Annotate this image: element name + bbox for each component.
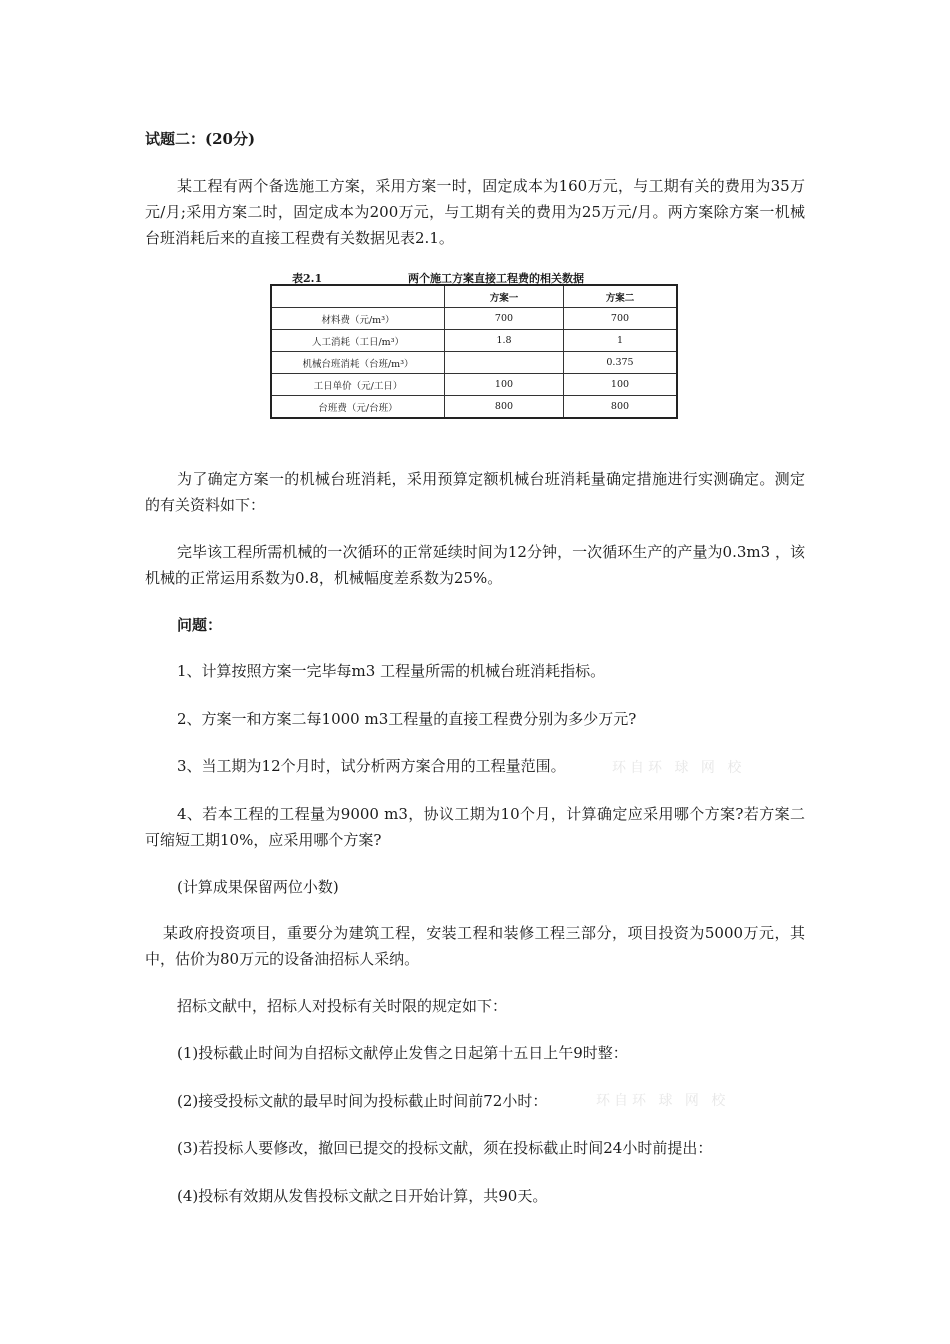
rule-3: (3)若投标人要修改，撤回已提交的投标文献，须在投标截止时间24小时前提出： [177, 1139, 713, 1157]
question-4: 4、若本工程的工程量为9000 m3，协议工期为10个月，计算确定应采用哪个方案?若方案二可缩短工期10%，应采用哪个方案? [145, 805, 805, 849]
row-label: 台班费（元/台班） [271, 396, 445, 419]
rule-1: (1)投标截止时间为自招标文献停止发售之日起第十五日上午9时整： [177, 1044, 628, 1062]
table-number: 表2.1 [292, 272, 323, 285]
question-1: 1、计算按照方案一完毕每m3 工程量所需的机械台班消耗指标。 [177, 662, 606, 680]
row-label: 工日单价（元/工日） [271, 374, 445, 396]
row-label: 人工消耗（工日/m³） [271, 330, 445, 352]
cell-plan1 [445, 352, 564, 374]
project-paragraph: 某政府投资项目，重要分为建筑工程，安装工程和装修工程三部分，项目投资为5000万元，其中，估价为80万元的设备油招标人采纳。 [145, 924, 805, 968]
table-header-row [271, 285, 677, 308]
question-heading: 试题二：(20分) [145, 130, 256, 148]
measurement-paragraph: 为了确定方案一的机械台班消耗，采用预算定额机械台班消耗量确定措施进行实测确定。测定的有关资料如下： [145, 470, 805, 514]
rounding-note: (计算成果保留两位小数) [177, 878, 339, 896]
watermark: 环自环 球 网 校 [596, 1093, 730, 1109]
cell-plan2: 1 [564, 330, 678, 352]
cell-plan1: 100 [445, 374, 564, 396]
intro-paragraph: 某工程有两个备选施工方案，采用方案一时，固定成本为160万元，与工期有关的费用为35万元/月;采用方案二时，固定成本为200万元，与工期有关的费用为25万元/月。两方案除方案一机械台班消耗后来的直接工程费有关数据见表2.1。 [145, 177, 805, 247]
table-header-cell [271, 285, 445, 308]
rule-2: (2)接受投标文献的最早时间为投标截止时间前72小时： [177, 1092, 548, 1110]
table-row [271, 374, 677, 396]
table-row [271, 308, 677, 330]
table-title: 两个施工方案直接工程费的相关数据 [408, 272, 584, 285]
cost-data-table [270, 284, 678, 419]
table-header-cell: 方案二 [564, 285, 678, 308]
cell-plan1: 700 [445, 308, 564, 330]
question-3: 3、当工期为12个月时，试分析两方案合用的工程量范围。 [177, 757, 566, 775]
table-row [271, 352, 677, 374]
table-row [271, 330, 677, 352]
cell-plan2: 700 [564, 308, 678, 330]
question-2: 2、方案一和方案二每1000 m3工程量的直接工程费分别为多少万元? [177, 710, 637, 728]
watermark: 环自环 球 网 校 [612, 760, 746, 776]
cell-plan2: 100 [564, 374, 678, 396]
table-header-cell: 方案一 [445, 285, 564, 308]
cell-plan2: 800 [564, 396, 678, 419]
cell-plan1: 800 [445, 396, 564, 419]
row-label: 材料费（元/m³） [271, 308, 445, 330]
row-label: 机械台班消耗（台班/m³） [271, 352, 445, 374]
table-row [271, 396, 677, 419]
tender-rules-intro: 招标文献中，招标人对投标有关时限的规定如下： [177, 997, 508, 1015]
cell-plan2: 0.375 [564, 352, 678, 374]
rule-4: (4)投标有效期从发售投标文献之日开始计算，共90天。 [177, 1187, 548, 1205]
cell-plan1: 1.8 [445, 330, 564, 352]
machine-data-paragraph: 完毕该工程所需机械的一次循环的正常延续时间为12分钟，一次循环生产的产量为0.3m3 ，该机械的正常运用系数为0.8，机械幅度差系数为25%。 [145, 543, 805, 587]
table-figure [268, 268, 688, 430]
questions-label: 问题： [177, 616, 223, 634]
